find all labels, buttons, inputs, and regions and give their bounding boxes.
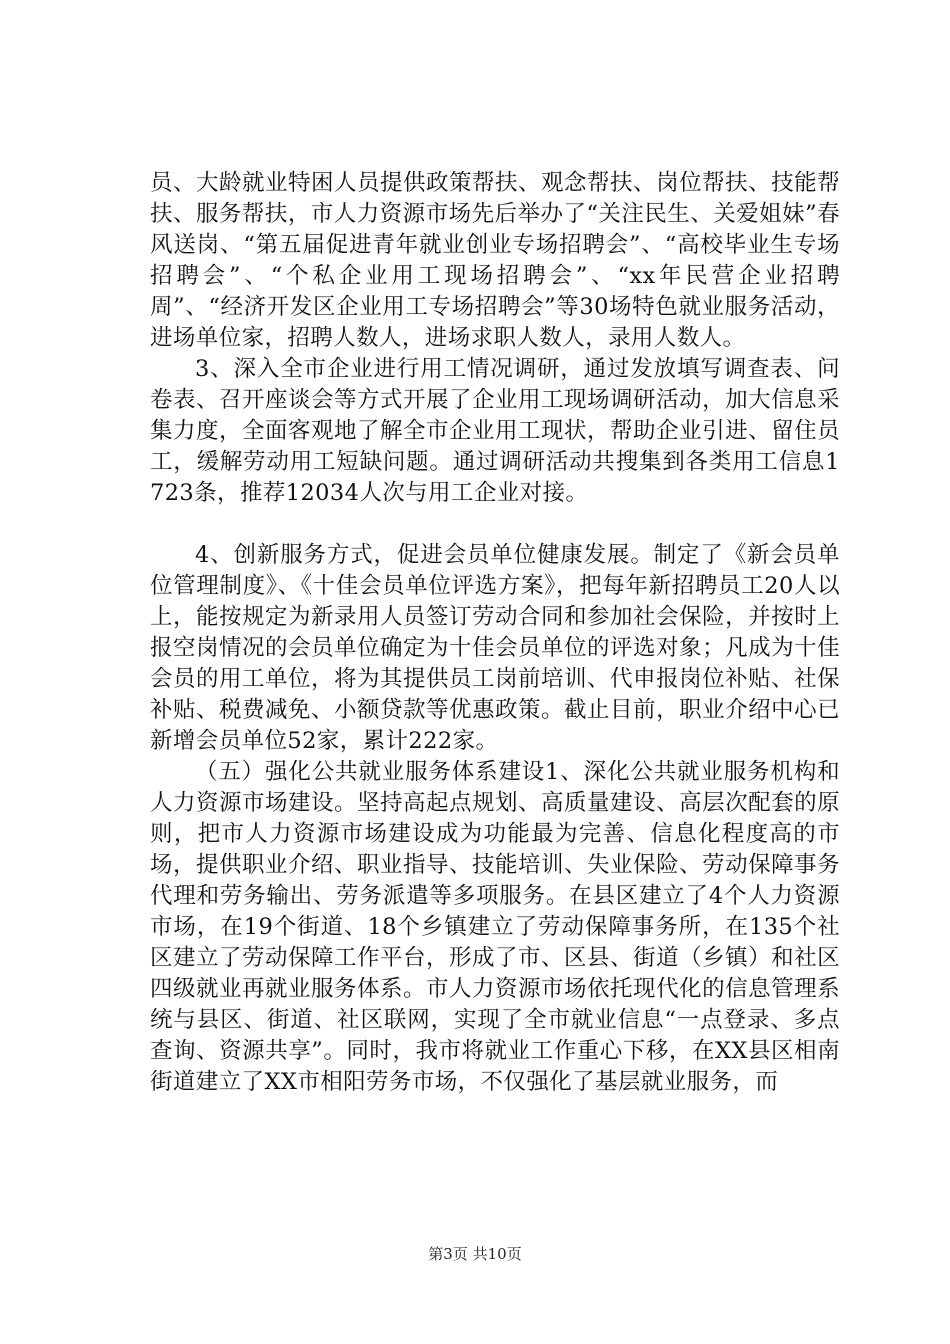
document-body <box>150 168 840 1098</box>
paragraph-spacer <box>150 509 840 540</box>
paragraph-item-3: 3、深入全市企业进行用工情况调研，通过发放填写调查表、问卷表、召开座谈会等方式开展了企业用工现场调研活动，加大信息采集力度，全面客观地了解全市企业用工现状，帮助企业引进、留住员工，缓解劳动用工短缺问题。通过调研活动共搜集到各类用工信息1723条，推荐12034人次与用工企业对接。 <box>150 356 840 506</box>
paragraph-item-4: 4、创新服务方式，促进会员单位健康发展。制定了《新会员单位管理制度》、《十佳会员单位评选方案》，把每年新招聘员工20人以上，能按规定为新录用人员签订劳动合同和参加社会保险，并按时上报空岗情况的会员单位确定为十佳会员单位的评选对象；凡成为十佳会员的用工单位，将为其提供员工岗前培训、代申报岗位补贴、社保补贴、税费减免、小额贷款等优惠政策。截止目前，职业介绍中心已新增会员单位52家，累计222家。 <box>150 542 840 754</box>
page-number-footer: 第3页 共10页 <box>428 1245 522 1263</box>
paragraph-continued: 员、大龄就业特困人员提供政策帮扶、观念帮扶、岗位帮扶、技能帮扶、服务帮扶，市人力资源市场先后举办了“关注民生、关爱姐妹”春风送岗、“第五届促进青年就业创业专场招聘会”、“高校毕业生专场招聘会”、“个私企业用工现场招聘会”、“xx年民营企业招聘周”、“经济开发区企业用工专场招聘会”等30场特色就业服务活动，进场单位家，招聘人数人，进场求职人数人，录用人数人。 <box>150 170 840 351</box>
paragraph-section-5: （五）强化公共就业服务体系建设1、深化公共就业服务机构和人力资源市场建设。坚持高起点规划、高质量建设、高层次配套的原则，把市人力资源市场建设成为功能最为完善、信息化程度高的市场，提供职业介绍、职业指导、技能培训、失业保险、劳动保障事务代理和劳务输出、劳务派遣等多项服务。在县区建立了4个人力资源市场，在19个街道、18个乡镇建立了劳动保障事务所，在135个社区建立了劳动保障工作平台，形成了市、区县、街道（乡镇）和社区四级就业再就业服务体系。市人力资源市场依托现代化的信息管理系统与县区、街道、社区联网，实现了全市就业信息“一点登录、多点查询、资源共享”。同时，我市将就业工作重心下移，在XX县区相南街道建立了XX市相阳劳务市场，不仅强化了基层就业服务，而 <box>150 759 840 1095</box>
